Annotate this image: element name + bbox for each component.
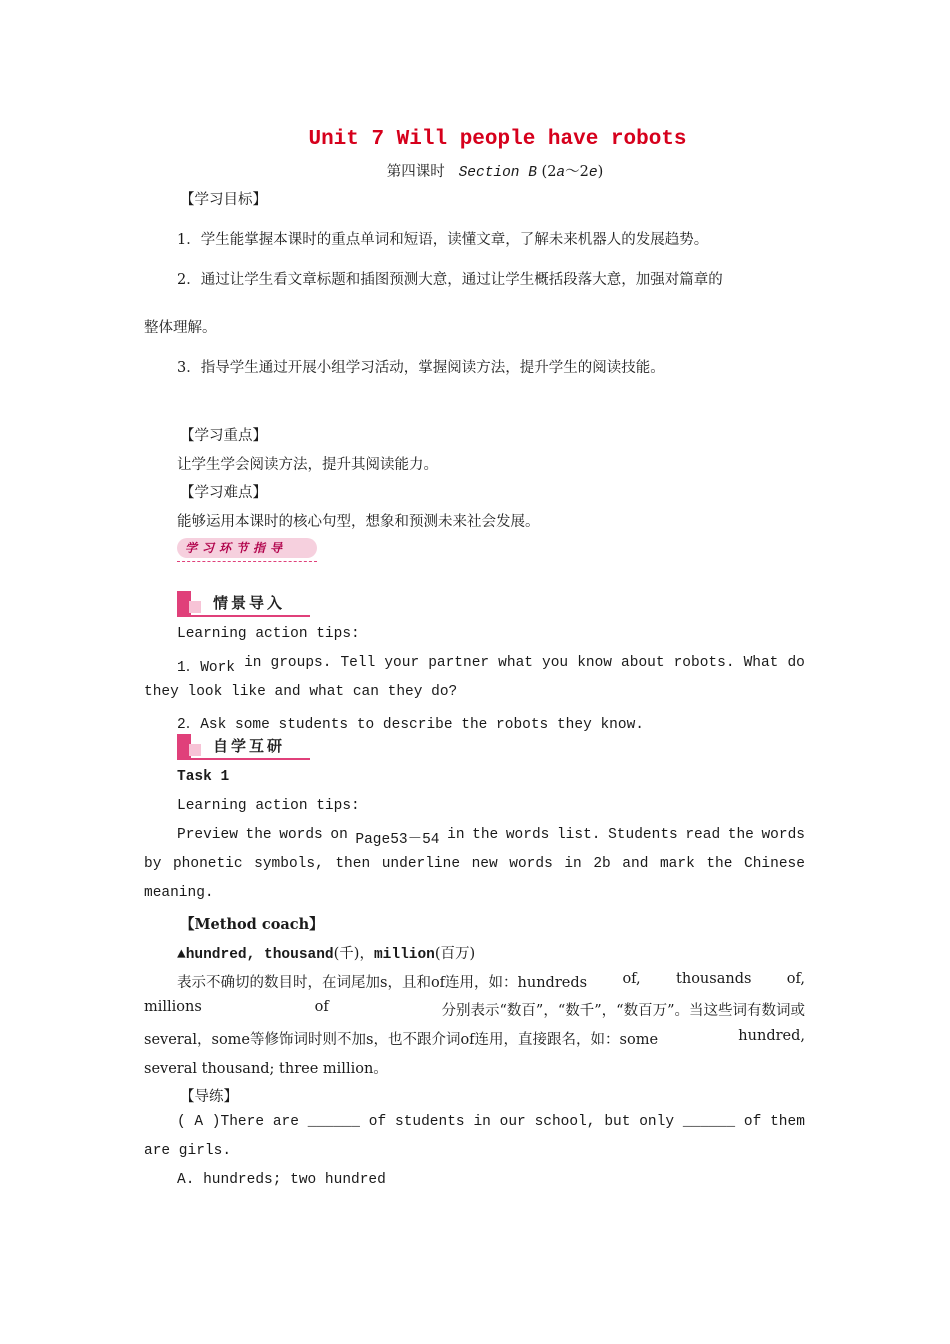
- word: 2b: [593, 856, 611, 872]
- section-header-label: 自学互研: [213, 737, 286, 755]
- word: Students: [608, 827, 678, 843]
- word: Chinese: [744, 856, 805, 872]
- word: millions: [144, 999, 202, 1015]
- section-header-rule: [177, 615, 310, 617]
- word: symbols,: [254, 856, 324, 872]
- word: 分别表示“数百”，“数千”，“数百万”。当这些词有数词或: [441, 1003, 805, 1019]
- explanation-line-3: [144, 1028, 805, 1049]
- objective-item-3: 3．指导学生通过开展小组学习活动，掌握阅读方法，提升学生的阅读技能。: [177, 360, 665, 376]
- word: thousands: [676, 971, 752, 987]
- objective-item-2: 2．通过让学生看文章标题和插图预测大意，通过让学生概括段落大意，加强对篇章的: [177, 272, 723, 288]
- intro-tip-2: 2．Ask some students to describe the robots they know.: [177, 717, 644, 733]
- word: the: [472, 827, 499, 843]
- word: your: [384, 655, 420, 671]
- word: on: [330, 827, 348, 843]
- word: Tell: [340, 655, 376, 671]
- guide-banner-underline: [177, 561, 317, 562]
- word: Preview: [177, 827, 238, 843]
- word: What: [743, 655, 779, 671]
- word: phonetic: [172, 856, 243, 872]
- word: ______: [307, 1114, 360, 1130]
- word: school,: [534, 1114, 596, 1130]
- key-points-heading: 【学习重点】: [180, 428, 267, 444]
- explanation-line-1: [177, 971, 805, 992]
- word: the: [706, 856, 733, 872]
- word: ( A )There: [177, 1114, 265, 1130]
- task-tips-heading: Learning action tips:: [177, 798, 360, 814]
- lesson-subtitle: [0, 160, 950, 181]
- word: ______: [682, 1114, 736, 1130]
- word: in: [447, 827, 465, 843]
- section-marker-accent: [189, 601, 201, 613]
- word: know: [577, 655, 612, 671]
- word: what: [498, 655, 533, 671]
- task-title: Task 1: [177, 769, 230, 785]
- word: in: [564, 856, 582, 872]
- task-preview-line-1: [177, 827, 805, 848]
- word: only: [639, 1114, 675, 1130]
- range-open: (2: [541, 164, 557, 180]
- guide-banner-label: 学习环节指导: [185, 541, 288, 555]
- intro-tips-heading: Learning action tips:: [177, 626, 360, 642]
- method-word-million: million: [373, 947, 435, 963]
- word: in: [244, 655, 262, 671]
- word: groups.: [270, 655, 332, 671]
- method-word-million-meaning: (百万): [434, 946, 476, 962]
- section-header-self-study: [177, 734, 310, 760]
- objective-item-1: 1．学生能掌握本课时的重点单词和短语，读懂文章，了解未来机器人的发展趋势。: [177, 232, 709, 248]
- answer-option-a: A. hundreds; two hundred: [177, 1172, 386, 1188]
- word: you: [542, 655, 569, 671]
- word: by: [144, 856, 162, 872]
- word: of: [743, 1114, 762, 1130]
- task-preview-line-2: [144, 856, 805, 872]
- word: students: [395, 1114, 465, 1130]
- method-coach-heading: 【Method coach】: [180, 916, 324, 933]
- method-word-hundred-thousand: ▲hundred, thousand: [177, 947, 334, 963]
- range-close: ): [597, 164, 604, 180]
- word: do: [787, 655, 805, 671]
- word: the: [245, 827, 272, 843]
- section-marker-accent: [189, 744, 201, 756]
- word: words: [509, 856, 553, 872]
- range-e: e: [588, 165, 598, 181]
- section-header-intro: [177, 591, 310, 617]
- word: 1．Work: [177, 660, 236, 676]
- word: and: [622, 856, 649, 872]
- difficulties-text: 能够运用本课时的核心句型，想象和预测未来社会发展。: [177, 514, 540, 530]
- objective-item-2-cont: 整体理解。: [144, 320, 217, 336]
- word: partner: [428, 655, 490, 671]
- word: several，some等修饰词时则不加s，也不跟介词of连用，直接跟名，如：some: [144, 1032, 659, 1048]
- task-preview-line-3: meaning.: [144, 885, 214, 901]
- word: our: [499, 1114, 526, 1130]
- word: words: [279, 827, 323, 843]
- word: list.: [556, 827, 601, 843]
- word: 表示不确切的数目时，在词尾加s，且和of连用，如：hundreds: [177, 975, 588, 991]
- word: hundred,: [738, 1028, 805, 1044]
- word: of,: [786, 971, 805, 987]
- section-header-label: 情景导入: [213, 594, 286, 612]
- word: Page53－54: [355, 832, 440, 848]
- key-points-text: 让学生学会阅读方法，提升其阅读能力。: [177, 457, 438, 473]
- word: but: [604, 1114, 631, 1130]
- word: mark: [659, 856, 695, 872]
- explanation-line-2: [144, 999, 805, 1020]
- word: new: [471, 856, 498, 872]
- question-line-2: are girls.: [144, 1143, 232, 1159]
- word: them: [770, 1114, 805, 1130]
- word: robots.: [673, 655, 735, 671]
- intro-tip-1: [177, 655, 805, 676]
- word: underline: [381, 856, 461, 872]
- page-title: Unit 7 Will people have robots: [308, 128, 687, 151]
- word: words: [505, 827, 550, 843]
- word: of,: [622, 971, 641, 987]
- word: words: [761, 827, 805, 843]
- word: in: [473, 1114, 491, 1130]
- range-tilde: ～2: [565, 164, 589, 180]
- objectives-heading: 【学习目标】: [180, 192, 267, 208]
- explanation-line-4: several thousand; three million。: [144, 1061, 388, 1077]
- word: the: [727, 827, 754, 843]
- word: of: [368, 1114, 387, 1130]
- word: about: [621, 655, 665, 671]
- difficulties-heading: 【学习难点】: [180, 485, 267, 501]
- practice-heading: 【导练】: [180, 1089, 238, 1105]
- word: of: [314, 999, 329, 1015]
- word: read: [685, 827, 721, 843]
- word: then: [335, 856, 371, 872]
- section-header-rule: [177, 758, 310, 760]
- lesson-number: 第四课时: [386, 164, 445, 180]
- question-line-1: [177, 1114, 805, 1130]
- range-a: a: [556, 165, 566, 181]
- word: are: [272, 1114, 299, 1130]
- guide-banner: [177, 538, 317, 562]
- method-words: [177, 942, 475, 963]
- intro-tip-1-cont: they look like and what can they do?: [144, 684, 458, 700]
- method-word-thousand-meaning: (千)，: [333, 946, 374, 962]
- section-label: Section B: [458, 165, 537, 181]
